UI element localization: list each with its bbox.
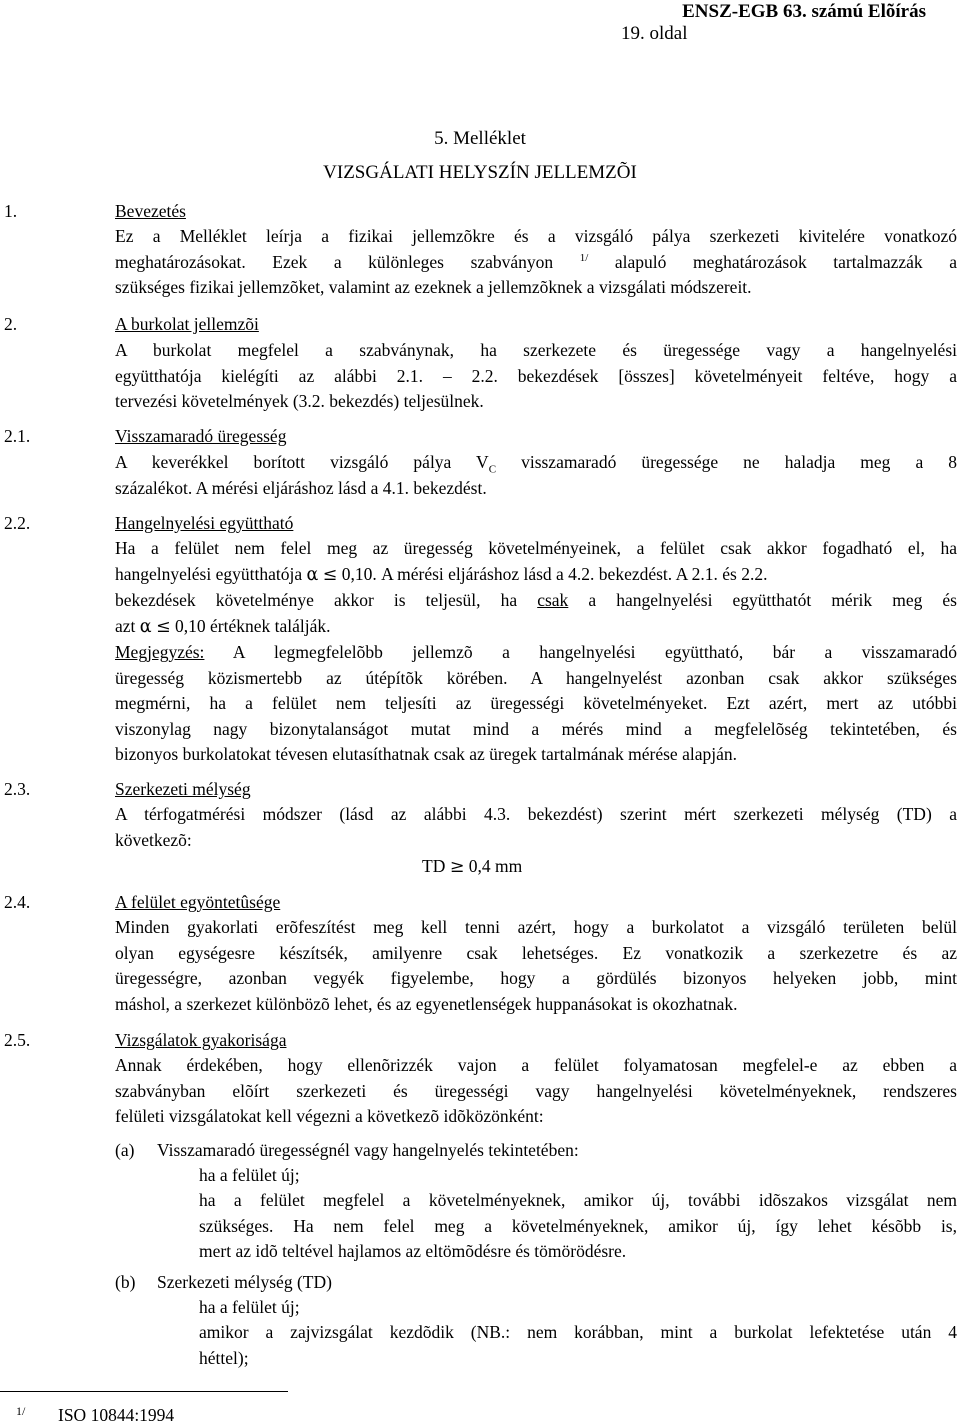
section-2-3-heading: Szerkezeti mélység bbox=[115, 779, 251, 799]
text-line: A térfogatmérési módszer (lásd az alábbi 4.3. bekezdést) szerint mért szerkezeti mélység (TD) a bbox=[115, 804, 957, 824]
text-line: Annak érdekében, hogy ellenõrizzék vajon a felület folyamatosan megfelel-e az ebben a bbox=[115, 1055, 957, 1075]
section-2-4-number: 2.4. bbox=[4, 892, 31, 912]
note-line: Megjegyzés: A legmegfelelõbb jellemzõ a hangelnyelési együttható, bár a visszamaradó bbox=[115, 642, 957, 662]
text-line: következõ: bbox=[115, 829, 192, 850]
subscript: C bbox=[488, 463, 497, 476]
section-2-4-paragraph bbox=[115, 915, 957, 1017]
text-line: amikor a zajvizsgálat kezdõdik (NB.: nem korábban, mint a burkolat lefektetése után 4 bbox=[199, 1322, 957, 1342]
text-line: Ha a felület nem felel meg az üregesség követelményeinek, a felület csak akkor fogadható el, ha bbox=[115, 538, 957, 558]
note-line: megmérni, ha a felület nem teljesíti az üregességi követelményeket. Ezt azért, mert az utóbbi bbox=[115, 693, 957, 713]
annex-label: 5. Melléklet bbox=[434, 128, 526, 149]
section-2-paragraph bbox=[115, 338, 957, 415]
list-b-item: ha a felület új; bbox=[199, 1297, 300, 1317]
text-line: A keverékkel borított vizsgáló pálya $V_C$ visszamaradó üregessége ne haladja meg a 8 bbox=[115, 452, 958, 476]
list-a-item: ha a felület új; bbox=[199, 1165, 300, 1185]
section-2-2-number: 2.2. bbox=[4, 513, 31, 533]
underlined-word: csak bbox=[537, 590, 569, 610]
text-line: százalékot. A mérési eljáráshoz lásd a 4.1. bekezdést. bbox=[115, 477, 487, 498]
section-2-heading: A burkolat jellemzõi bbox=[115, 314, 259, 334]
footnote-mark: 1/ bbox=[16, 1404, 26, 1418]
section-2-2-paragraph bbox=[115, 536, 957, 768]
text-line: ha a felület megfelel a követelményeknek, amikor új, további idõszakos vizsgálat nem bbox=[199, 1190, 957, 1210]
text-line: felületi vizsgálatokat kell végezni a következõ idõközönként: bbox=[115, 1106, 544, 1126]
section-1-paragraph bbox=[115, 224, 957, 301]
section-2-1-number: 2.1. bbox=[4, 426, 31, 446]
text-line: Ez a Melléklet leírja a fizikai jellemzõkre és a vizsgáló pálya szerkezeti kivitelére vonatkozó bbox=[115, 226, 957, 246]
text-line: A burkolat megfelel a szabványnak, ha szerkezete és üregessége vagy a hangelnyelési bbox=[115, 340, 957, 360]
section-2-5-number: 2.5. bbox=[4, 1030, 31, 1050]
footnote-text: ISO 10844:1994 bbox=[58, 1405, 175, 1425]
section-2-3-number: 2.3. bbox=[4, 779, 31, 799]
list-a-item bbox=[199, 1188, 957, 1265]
text-line: máshol, a szerkezet különbözõ lehet, és az egyenetlenségek huppanásokat is okozhatnak. bbox=[115, 993, 738, 1014]
note-label: Megjegyzés: bbox=[115, 642, 205, 662]
note-line: viszonylag nagy bizonytalanságot mutat mind a mérés mind a megfelelõség tekintetében, és bbox=[115, 718, 957, 739]
section-1-heading: Bevezetés bbox=[115, 201, 186, 221]
less-equal-symbol: ≤ bbox=[322, 564, 338, 585]
text-line: meghatározásokat. Ezek a különleges szabványon $^{1/}$ alapuló meghatározások tartalmazzák a bbox=[115, 251, 957, 272]
section-1-number: 1. bbox=[4, 201, 18, 221]
text-line: olyan egységesre készítsék, amilyenre csak lehetséges. Ez vonatkozik a szerkezetre és az bbox=[115, 942, 957, 963]
text-line: mert az idõ teltével hajlamos az eltömõdésre és tömörödésre. bbox=[199, 1241, 627, 1261]
text-line: szabványban elõírt szerkezeti és üregességi vagy hangelnyelési követelményeknek, rendszeres bbox=[115, 1080, 957, 1101]
text-line: hangelnyelési együtthatója α ≤ 0,10. A mérési eljáráshoz lásd a 4.2. bekezdést. A 2.1. és 2.2. bbox=[115, 563, 768, 585]
text-line: azt α ≤ 0,10 értéknek találják. bbox=[115, 615, 331, 637]
text-line: héttel); bbox=[199, 1347, 249, 1368]
section-2-5-paragraph bbox=[115, 1053, 957, 1130]
greater-equal-symbol: ≥ bbox=[449, 857, 465, 877]
note-line: bizonyos burkolatokat tévesen elutasíthatnak csak az üregek tartalmának mérése alapján. bbox=[115, 744, 737, 764]
section-2-number: 2. bbox=[4, 314, 18, 334]
page-number: 19. oldal bbox=[621, 23, 688, 44]
section-2-2-heading: Hangelnyelési együttható bbox=[115, 513, 294, 533]
list-a-label: (a) bbox=[115, 1140, 135, 1160]
formula: TD ≥ 0,4 mm bbox=[422, 856, 523, 877]
text-line: üregességre, azonban vegyék figyelembe, hogy a gördülés bizonyos helyeken jobb, mint bbox=[115, 968, 957, 988]
text-line: bekezdések követelménye akkor is teljesül, ha csak a hangelnyelési együtthatót mérik meg és bbox=[115, 590, 957, 610]
text-line: szükséges. Ha nem felel meg a követelményeknek, amikor új, így lehet késõbb is, bbox=[199, 1215, 957, 1236]
text-line: együtthatója kielégíti az alábbi 2.1. – 2.2. bekezdések [összes] követelményeit feltéve, hogy a bbox=[115, 365, 957, 386]
footnote-divider bbox=[0, 1391, 288, 1392]
section-2-4-heading: A felület egyöntetûsége bbox=[115, 892, 281, 912]
list-b-title: Szerkezeti mélység (TD) bbox=[157, 1272, 332, 1292]
text-line: Minden gyakorlati erõfeszítést meg kell tenni azért, hogy a burkolatot a vizsgáló területen belül bbox=[115, 917, 957, 937]
list-b-item bbox=[199, 1320, 957, 1371]
annex-title: VIZSGÁLATI HELYSZÍN JELLEMZÕI bbox=[323, 162, 637, 183]
document-title: ENSZ-EGB 63. számú Elõírás bbox=[682, 1, 926, 22]
text-line: szükséges fizikai jellemzõket, valamint az ezeknek a jellemzõknek a vizsgálati módszereit. bbox=[115, 277, 752, 297]
list-a-title: Visszamaradó üregességnél vagy hangelnyelés tekintetében: bbox=[157, 1140, 579, 1160]
alpha-symbol: α bbox=[306, 564, 319, 585]
section-2-5-heading: Vizsgálatok gyakorisága bbox=[115, 1030, 287, 1050]
note-line: üregesség közismertebb az útépítõk körében. A hangelnyelést azonban csak akkor szükséges bbox=[115, 667, 957, 688]
section-2-3-paragraph bbox=[115, 802, 957, 853]
section-2-1-paragraph bbox=[115, 450, 957, 501]
section-2-1-heading: Visszamaradó üregesség bbox=[115, 426, 287, 446]
list-b-label: (b) bbox=[115, 1272, 136, 1292]
text-line: tervezési követelmények (3.2. bekezdés) teljesülnek. bbox=[115, 391, 484, 411]
footnote-ref: 1/ bbox=[579, 251, 589, 264]
